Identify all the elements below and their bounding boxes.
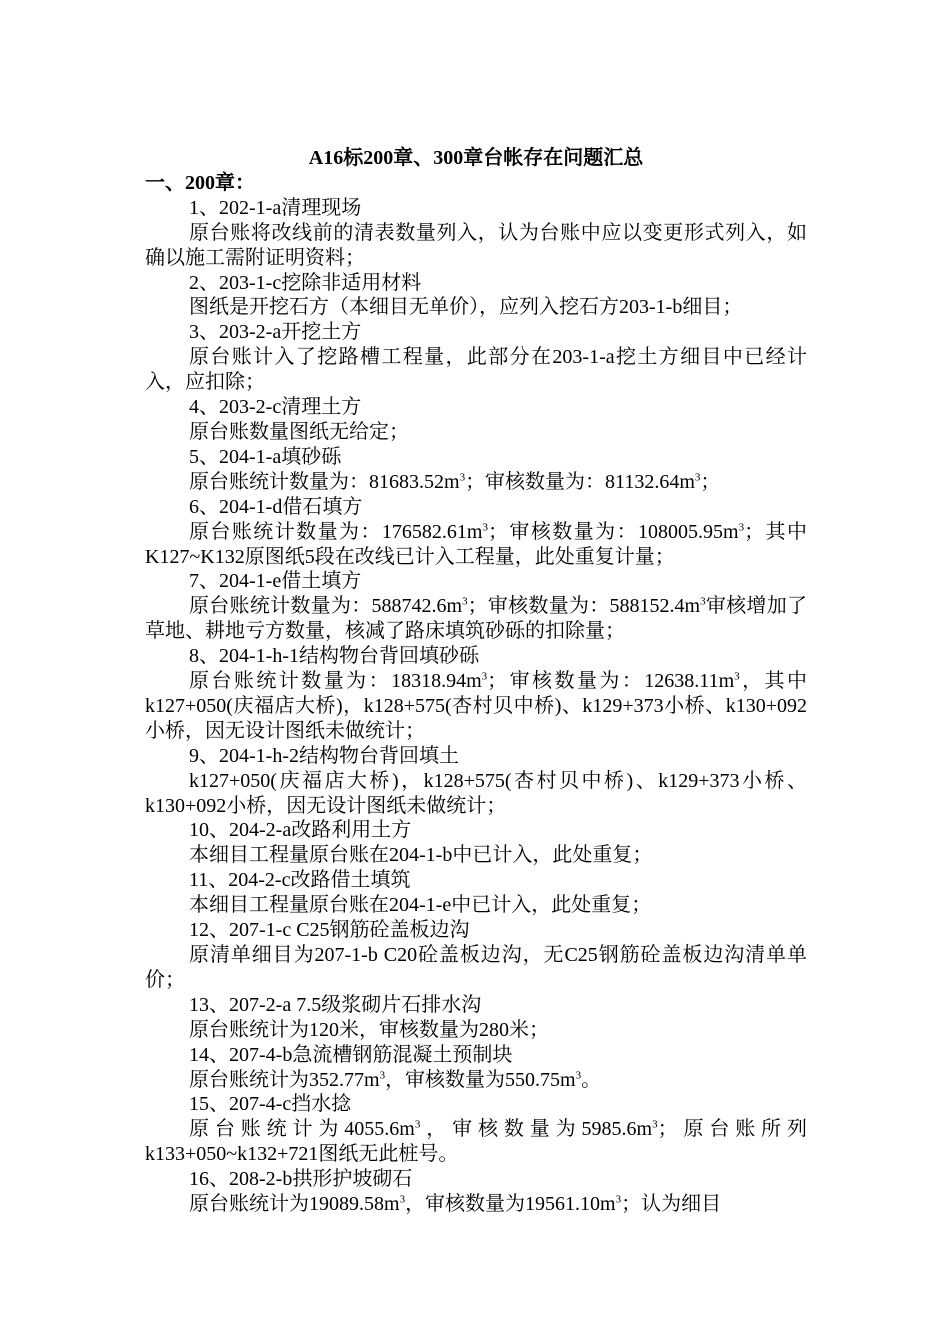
item-heading: 4、203-2-c清理土方 <box>189 396 362 419</box>
item-heading: 1、202-1-a清理现场 <box>189 196 362 219</box>
item-heading: 16、208-2-b拱形护坡砌石 <box>189 1168 413 1191</box>
item-body: 原清单细目为207-1-b C20砼盖板边沟，无C25钢筋砼盖板边沟清单单价； <box>145 944 807 991</box>
item-body: 原台账统计数量为：$18318.94m^3$；审核数量为：$12638.11m^3$，其中k127+050(庆福店大桥)，k128+575(杏村贝中桥)、k129+373小桥、k130+092小桥，因无设计图纸未做统计； <box>145 670 807 742</box>
document-page <box>145 146 807 1217</box>
item-body: k127+050(庆福店大桥)，k128+575(杏村贝中桥)、k129+373小桥、k130+092小桥，因无设计图纸未做统计； <box>145 769 807 817</box>
item-body: 本细目工程量原台账在204-1-b中已计入，此处重复； <box>189 844 653 867</box>
item-body: 原台账将改线前的清表数量列入，认为台账中应以变更形式列入，如确以施工需附证明资料； <box>145 221 807 269</box>
item-heading: 11、204-2-c改路借土填筑 <box>189 869 411 892</box>
item-heading: 3、203-2-a开挖土方 <box>189 321 362 344</box>
section-heading: 一、200章： <box>145 171 255 194</box>
item-body: 原台账统计数量为：$588742.6m^3$；审核数量为：$588152.4m^3$审核增加了草地、耕地亏方数量，核减了路床填筑砂砾的扣除量； <box>145 595 807 643</box>
item-body: 原台账统计数量为：$81683.52m^3$；审核数量为：$81132.64m^3$； <box>189 470 721 493</box>
item-heading: 5、204-1-a填砂砾 <box>189 445 342 468</box>
item-body: 原台账统计数量为：$176582.61m^3$；审核数量为：$108005.95m^3$；其中K127~K132原图纸5段在改线已计入工程量，此处重复计量； <box>145 520 807 568</box>
item-heading: 6、204-1-d借石填方 <box>189 495 363 518</box>
item-heading: 13、207-2-a 7.5级浆砌片石排水沟 <box>189 993 482 1016</box>
item-list <box>145 196 807 1217</box>
item-heading: 8、204-1-h-1结构物台背回填砂砾 <box>189 645 479 668</box>
item-heading: 10、204-2-a改路利用土方 <box>189 819 412 842</box>
item-body: 原台账计入了挖路槽工程量，此部分在203-1-a挖土方细目中已经计入，应扣除； <box>145 346 807 394</box>
item-body: 本细目工程量原台账在204-1-e中已计入，此处重复； <box>189 894 652 917</box>
item-body: 原台账统计为$352.77m^3$，审核数量为$550.75m^3$。 <box>189 1068 602 1091</box>
item-body: 原台账统计为$4055.6m^3$，审核数量为$5985.6m^3$；原台账所列k133+050~k132+721图纸无此桩号。 <box>145 1118 808 1166</box>
item-body: 图纸是开挖石方（本细目无单价），应列入挖石方203-1-b细目； <box>189 296 743 319</box>
item-body: 原台账统计为$19089.58m^3$，审核数量为$19561.10m^3$；认为细目 <box>189 1193 722 1216</box>
item-heading: 12、207-1-c C25钢筋砼盖板边沟 <box>189 919 470 942</box>
item-heading: 14、207-4-b急流槽钢筋混凝土预制块 <box>189 1043 513 1066</box>
item-body: 原台账统计为120米，审核数量为280米； <box>189 1018 549 1041</box>
item-heading: 2、203-1-c挖除非适用材料 <box>189 271 422 294</box>
item-heading: 9、204-1-h-2结构物台背回填土 <box>189 744 459 767</box>
document-title: A16标200章、300章台帐存在问题汇总 <box>308 147 644 169</box>
item-heading: 7、204-1-e借土填方 <box>189 570 362 593</box>
item-body: 原台账数量图纸无给定； <box>189 420 409 443</box>
item-heading: 15、207-4-c挡水捻 <box>189 1093 352 1116</box>
